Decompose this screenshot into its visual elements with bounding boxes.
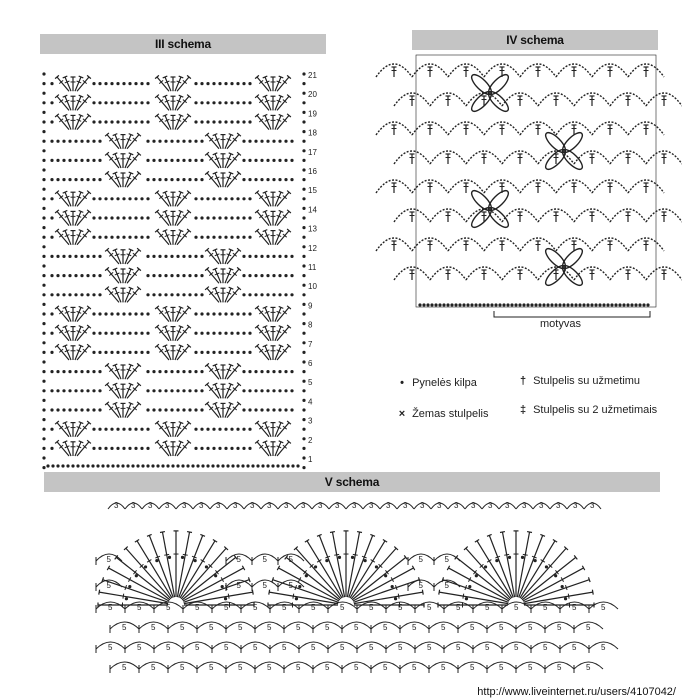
chain-count-label: 5 (528, 663, 533, 672)
chain-count-label: 3 (199, 501, 204, 510)
chain-count-label: 5 (557, 623, 562, 632)
flower-motif (469, 188, 511, 230)
chain-count-label: 3 (556, 501, 561, 510)
legend-item-single-crochet (395, 408, 488, 420)
chain-count-label: 5 (354, 623, 359, 632)
row-number: 1 (308, 455, 313, 464)
chain-count-label: 3 (471, 501, 476, 510)
chain-count-label: 5 (180, 663, 185, 672)
chain-count-label: 5 (195, 603, 200, 612)
fan-motif (268, 531, 424, 608)
chain-count-label: 5 (108, 603, 113, 612)
chain-count-label: 5 (586, 623, 591, 632)
chain-count-label: 3 (454, 501, 459, 510)
chain-count-label: 5 (262, 581, 267, 590)
chain-count-label: 5 (106, 581, 111, 590)
chain-count-label: 3 (352, 501, 357, 510)
row-number: 21 (308, 71, 317, 80)
chain-count-label: 3 (318, 501, 323, 510)
chain-count-label: 5 (557, 663, 562, 672)
chain-count-label: 5 (427, 643, 432, 652)
chain-count-label: 5 (195, 643, 200, 652)
row-number: 10 (308, 282, 317, 292)
row-number: 9 (308, 301, 313, 311)
row-number: 12 (308, 243, 317, 253)
chain-count-label: 5 (151, 623, 156, 632)
double-crochet-icon: † (519, 375, 527, 387)
chain-count-label: 3 (505, 501, 510, 510)
chain-count-label: 3 (182, 501, 187, 510)
legend-label: Stulpelis su 2 užmetimais (533, 404, 658, 416)
chain-count-label: 5 (418, 555, 423, 564)
chain-count-label: 5 (354, 663, 359, 672)
row-number: 4 (308, 397, 313, 407)
chain-count-label: 5 (470, 623, 475, 632)
chain-count-label: 5 (412, 623, 417, 632)
row-number: 20 (308, 90, 317, 100)
row-number: 3 (308, 416, 313, 426)
chain-count-label: 3 (488, 501, 493, 510)
chain-count-label: 5 (499, 623, 504, 632)
row-number: 18 (308, 128, 317, 138)
chain-count-label: 5 (427, 603, 432, 612)
chain-count-label: 3 (233, 501, 238, 510)
chain-count-label: 3 (369, 501, 374, 510)
chain-count-label: 5 (485, 643, 490, 652)
row-number: 17 (308, 147, 317, 157)
chain-count-label: 5 (572, 603, 577, 612)
chain-count-label: 5 (224, 603, 229, 612)
legend-label: Žemas stulpelis (412, 408, 489, 420)
flower-motif (543, 130, 585, 172)
chain-count-label: 5 (543, 643, 548, 652)
chain-count-label: 3 (148, 501, 153, 510)
chain-count-label: 3 (301, 501, 306, 510)
chain-count-label: 5 (311, 643, 316, 652)
chain-count-label: 5 (412, 663, 417, 672)
chain-count-label: 5 (296, 663, 301, 672)
chain-count-label: 3 (131, 501, 136, 510)
flower-motif (469, 72, 511, 114)
chain-count-label: 3 (403, 501, 408, 510)
chain-count-label: 5 (151, 663, 156, 672)
row-number: 8 (308, 320, 313, 330)
chain-count-label: 5 (137, 643, 142, 652)
schema-3-title: III schema (40, 34, 326, 54)
chain-count-label: 5 (209, 663, 214, 672)
chain-count-label: 5 (122, 623, 127, 632)
fan-motif (438, 531, 594, 608)
chain-count-label: 5 (418, 581, 423, 590)
chain-count-label: 3 (386, 501, 391, 510)
chain-count-label: 5 (528, 623, 533, 632)
chain-count-label: 5 (441, 623, 446, 632)
chain-count-label: 3 (573, 501, 578, 510)
chain-count-label: 3 (250, 501, 255, 510)
chain-count-label: 5 (398, 603, 403, 612)
chain-count-label: 5 (137, 603, 142, 612)
chain-count-label: 5 (444, 555, 449, 564)
chain-stitch-dot-icon: • (400, 377, 404, 389)
chain-count-label: 3 (216, 501, 221, 510)
chain-count-label: 5 (311, 603, 316, 612)
chain-count-label: 3 (522, 501, 527, 510)
chain-count-label: 5 (267, 663, 272, 672)
schema-4-title: IV schema (412, 30, 658, 50)
chain-count-label: 5 (470, 663, 475, 672)
schema-4-diagram (412, 55, 662, 320)
flower-motif (543, 246, 585, 288)
chain-count-label: 5 (601, 603, 606, 612)
chain-count-label: 5 (340, 603, 345, 612)
row-number: 2 (308, 435, 313, 445)
row-number: 13 (308, 224, 317, 234)
chain-count-label: 5 (514, 643, 519, 652)
legend-item-double-crochet (516, 375, 640, 387)
chain-count-label: 3 (165, 501, 170, 510)
chain-count-label: 5 (441, 663, 446, 672)
chain-count-label: 5 (325, 663, 330, 672)
chain-count-label: 5 (383, 663, 388, 672)
row-number: 7 (308, 339, 313, 349)
chain-count-label: 5 (485, 603, 490, 612)
chain-count-label: 5 (296, 623, 301, 632)
legend-item-treble-crochet (516, 404, 657, 416)
schema-5-diagram (96, 495, 616, 675)
chain-count-label: 5 (238, 663, 243, 672)
chain-count-label: 5 (166, 643, 171, 652)
chain-count-label: 5 (383, 623, 388, 632)
chain-count-label: 5 (224, 643, 229, 652)
chain-count-label: 5 (253, 603, 258, 612)
motif-label: motyvas (540, 318, 581, 330)
chain-count-label: 5 (238, 623, 243, 632)
chain-count-label: 3 (590, 501, 595, 510)
chain-count-label: 5 (601, 643, 606, 652)
chain-count-label: 5 (282, 643, 287, 652)
chain-count-label: 5 (572, 643, 577, 652)
chain-count-label: 5 (288, 555, 293, 564)
chain-count-label: 5 (369, 603, 374, 612)
chain-count-label: 5 (262, 555, 267, 564)
chain-count-label: 5 (236, 581, 241, 590)
chain-count-label: 5 (106, 555, 111, 564)
chain-count-label: 5 (499, 663, 504, 672)
legend-item-chain (395, 377, 477, 389)
chain-count-label: 5 (236, 555, 241, 564)
chain-count-label: 3 (284, 501, 289, 510)
chain-count-label: 5 (267, 623, 272, 632)
row-number: 19 (308, 109, 317, 119)
row-number: 11 (308, 263, 317, 272)
chain-count-label: 3 (267, 501, 272, 510)
chain-count-label: 5 (166, 603, 171, 612)
chain-count-label: 5 (456, 603, 461, 612)
row-number: 5 (308, 378, 313, 388)
row-number: 14 (308, 205, 317, 215)
fan-motif (98, 531, 254, 608)
chain-count-label: 5 (282, 603, 287, 612)
chain-count-label: 3 (539, 501, 544, 510)
chain-count-label: 5 (108, 643, 113, 652)
row-number: 15 (308, 186, 317, 196)
schema-5-title: V schema (44, 472, 660, 492)
legend-label: Stulpelis su užmetimu (533, 375, 641, 387)
chain-count-label: 5 (514, 603, 519, 612)
chain-count-label: 5 (122, 663, 127, 672)
chain-count-label: 3 (335, 501, 340, 510)
motif-bracket (494, 311, 650, 317)
chain-count-label: 5 (288, 581, 293, 590)
chain-count-label: 5 (456, 643, 461, 652)
chain-count-label: 5 (209, 623, 214, 632)
treble-crochet-icon: ‡ (519, 404, 527, 416)
chain-count-label: 5 (369, 643, 374, 652)
chain-count-label: 5 (398, 643, 403, 652)
chain-count-label: 5 (586, 663, 591, 672)
chain-count-label: 5 (325, 623, 330, 632)
single-crochet-x-icon: × (398, 408, 406, 420)
chain-count-label: 5 (444, 581, 449, 590)
schema-3-diagram (40, 60, 330, 464)
chain-count-label: 5 (340, 643, 345, 652)
row-number: 16 (308, 167, 317, 176)
chain-count-label: 5 (253, 643, 258, 652)
legend-label: Pynelės kilpa (412, 377, 477, 389)
chain-count-label: 3 (114, 501, 119, 510)
chain-count-label: 5 (543, 603, 548, 612)
row-number: 6 (308, 359, 313, 368)
watermark-url: http://www.liveinternet.ru/users/4107042/ (477, 686, 676, 698)
chain-count-label: 3 (437, 501, 442, 510)
chain-count-label: 3 (420, 501, 425, 510)
chain-count-label: 5 (180, 623, 185, 632)
